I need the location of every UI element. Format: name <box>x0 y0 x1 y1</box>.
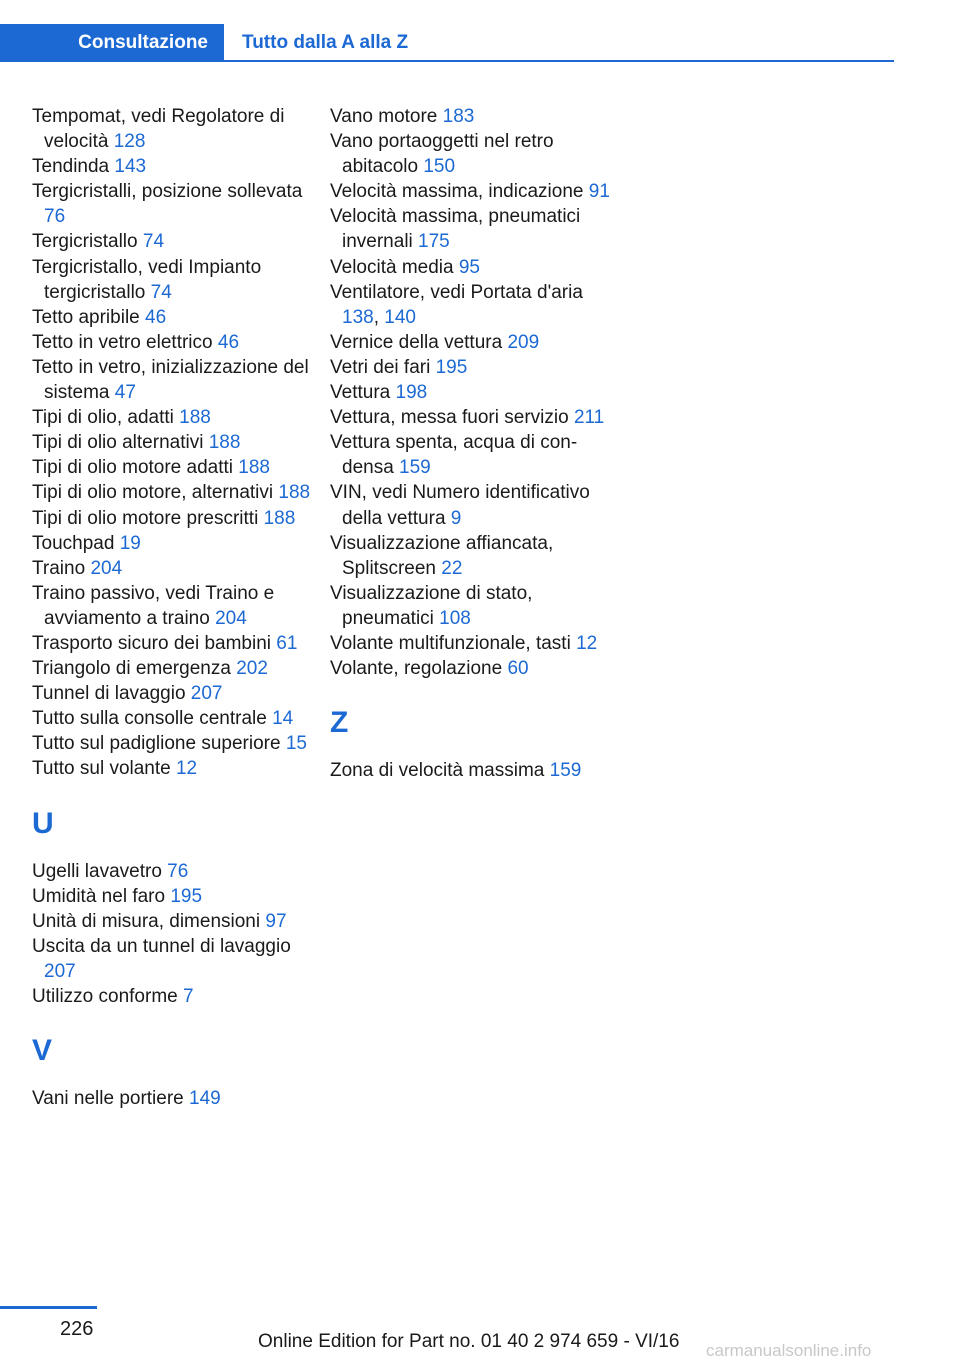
index-entry <box>330 104 610 129</box>
index-entry <box>32 531 312 556</box>
page-reference-link[interactable]: 204 <box>90 557 123 579</box>
index-entry <box>330 179 610 204</box>
page-reference-link[interactable]: 207 <box>44 960 76 982</box>
page-reference-link[interactable]: 195 <box>170 885 203 907</box>
index-entry <box>32 631 312 656</box>
page-reference-link[interactable]: 74 <box>150 281 172 303</box>
index-entry <box>32 984 312 1009</box>
index-entry-term: Triangolo di emergenza <box>32 658 237 680</box>
index-entry <box>330 330 610 355</box>
index-column-right <box>330 104 610 783</box>
page-number: 226 <box>60 1318 94 1340</box>
index-letter-heading: V <box>32 1034 53 1068</box>
index-entry-term: Volante, regolazione <box>330 658 508 680</box>
page-reference-link[interactable]: 47 <box>114 382 136 404</box>
index-entry <box>32 731 312 756</box>
index-entry <box>32 229 312 254</box>
header-rule <box>224 60 894 62</box>
index-entry <box>32 430 312 455</box>
index-entry <box>330 631 610 656</box>
page-reference-link[interactable]: 108 <box>439 607 471 629</box>
page-reference-link[interactable]: 204 <box>215 607 247 629</box>
index-entry-term: Vano portaoggetti nel retro abitacolo <box>330 131 554 178</box>
index-entry: Ventilatore, vedi Portata d'aria 138, 140 <box>330 281 583 328</box>
page-reference-link[interactable]: 91 <box>588 181 610 203</box>
index-entry-term: Traino <box>32 557 91 579</box>
index-entry-term: Touchpad <box>32 532 120 554</box>
index-entry-term: Visualizzazione affiancata, Splitscreen <box>330 532 554 579</box>
page-reference-link[interactable]: 128 <box>113 131 146 153</box>
page-reference-link[interactable]: 183 <box>442 106 475 127</box>
index-entry <box>32 884 312 909</box>
index-entry-term: Visualizzazione di stato, pneumatici <box>330 582 533 629</box>
page-reference-link[interactable]: 188 <box>208 432 241 454</box>
index-entry <box>32 556 312 581</box>
page-reference-link[interactable]: 195 <box>435 356 468 378</box>
page-reference-link[interactable]: 188 <box>263 507 296 529</box>
index-entry-term: Umidità nel faro <box>32 885 171 907</box>
index-entry <box>32 405 312 430</box>
index-entry <box>32 1086 312 1111</box>
page-reference-link[interactable]: 209 <box>507 331 540 353</box>
page-reference-link[interactable]: 143 <box>114 156 147 178</box>
index-entry-term: Vettura, messa fuori servizio <box>330 407 574 429</box>
page-reference-link[interactable]: 159 <box>399 457 431 479</box>
page-reference-link[interactable]: 9 <box>450 507 462 529</box>
index-entry-term: Tergicristalli, posizione sollevata <box>32 181 303 203</box>
watermark: carmanualsonline.info <box>706 1341 872 1360</box>
page-reference-link[interactable]: 202 <box>236 658 268 680</box>
index-entry <box>330 129 610 179</box>
index-entry <box>32 506 312 531</box>
index-entry <box>330 204 610 254</box>
index-letter-heading: U <box>32 806 54 840</box>
index-entry <box>32 706 312 731</box>
index-entry-term: Tipi di olio motore prescritti <box>32 507 264 529</box>
page-reference-link[interactable]: 140 <box>384 306 416 328</box>
page-reference-link[interactable]: 207 <box>190 683 223 705</box>
index-entry-term: Tetto in vetro elettrico <box>32 331 218 353</box>
page-reference-link[interactable]: 60 <box>507 658 529 680</box>
index-entry <box>330 531 610 581</box>
section-title: Tutto dalla A alla Z <box>242 32 409 53</box>
index-entry-term: Vano motore <box>330 106 443 127</box>
page-reference-link[interactable]: 188 <box>179 407 211 429</box>
index-entry-term: VIN, vedi Numero identificativo della vettura <box>330 482 590 529</box>
page-reference-link[interactable]: 12 <box>576 632 598 654</box>
footer-rule <box>0 1306 97 1309</box>
index-entry <box>32 179 312 229</box>
index-entry <box>330 430 610 480</box>
index-entry-term: Vani nelle portiere <box>32 1088 190 1110</box>
page-reference-link[interactable]: 15 <box>285 733 307 755</box>
index-entry-term: Tetto apribile <box>32 306 146 328</box>
page-reference-link[interactable]: 76 <box>44 206 66 228</box>
page-reference-link[interactable]: 150 <box>423 156 456 178</box>
page-reference-link[interactable]: 7 <box>183 986 194 1007</box>
index-entry <box>32 255 312 305</box>
index-entry-term: Vettura <box>330 382 396 404</box>
index-entry <box>32 681 312 706</box>
page-reference-link[interactable]: 19 <box>119 532 141 554</box>
index-entry <box>32 581 312 631</box>
index-entry-term: Tendinda <box>32 156 115 178</box>
page-reference-link[interactable]: 74 <box>142 231 165 253</box>
edition-note: Online Edition for Part no. 01 40 2 974 659 - VI/16 <box>258 1331 680 1352</box>
index-entry <box>330 656 610 681</box>
page-reference-link[interactable]: 138 <box>342 306 374 328</box>
index-entry-term: Tunnel di lavaggio <box>32 683 191 705</box>
page-reference-link[interactable]: 12 <box>175 758 198 780</box>
index-entry <box>32 355 312 405</box>
index-entry <box>330 581 610 631</box>
index-entry <box>32 330 312 355</box>
index-entry <box>32 756 312 781</box>
index-entry-term: Tipi di olio alternativi <box>32 432 209 454</box>
index-entry <box>32 480 312 505</box>
index-entry <box>32 934 312 984</box>
index-entry <box>32 909 312 934</box>
index-entry-term: Zona di velocità massima <box>330 760 550 782</box>
chapter-tab[interactable] <box>0 24 224 62</box>
index-entry-term: Uscita da un tunnel di lavaggio <box>32 935 291 957</box>
index-entry-term: Tutto sul padiglione superiore <box>32 733 286 755</box>
index-entry-term: Ugelli lavavetro <box>32 860 168 882</box>
index-entry-term: Tipi di olio motore, alternativi <box>32 482 279 504</box>
index-entry-term: Velocità media <box>330 256 459 278</box>
index-entry-term: Traino passivo, vedi Traino e avviamento a traino <box>32 582 275 629</box>
index-entry <box>32 455 312 480</box>
page-reference-link[interactable]: 61 <box>276 632 298 654</box>
index-entry-term: Trasporto sicuro dei bambini <box>32 632 277 654</box>
page-reference-link[interactable]: 46 <box>145 306 167 328</box>
page-reference-link[interactable]: 14 <box>272 708 294 730</box>
index-entry-term: Volante multifunzionale, tasti <box>330 632 577 654</box>
page-reference-link[interactable]: 149 <box>189 1088 221 1110</box>
index-entry <box>330 480 610 530</box>
index-entry-term: Vernice della vettura <box>330 331 508 353</box>
index-column-left <box>32 104 312 1111</box>
index-entry <box>32 154 312 179</box>
page-reference-link[interactable]: 97 <box>265 910 287 932</box>
index-entry-term: Vetri dei fari <box>330 356 436 378</box>
index-entry-term: Tergicristallo <box>32 231 143 253</box>
page-reference-link[interactable]: 22 <box>441 557 463 579</box>
index-entry <box>32 305 312 330</box>
index-entry-term: Tetto in vetro, inizializzazione del sistema <box>32 356 309 404</box>
index-entry-term: Tutto sul volante <box>32 758 176 780</box>
chapter-tab-label: Consultazione <box>78 32 208 53</box>
index-entry-term: Tipi di olio, adatti <box>32 407 180 429</box>
index-entry <box>330 405 610 430</box>
index-entry <box>330 758 610 783</box>
page-reference-link[interactable]: 211 <box>573 407 605 429</box>
index-entry <box>330 355 610 380</box>
index-entry-term: Unità di misura, dimensioni <box>32 910 266 932</box>
page-reference-link[interactable]: 46 <box>217 331 240 353</box>
page-reference-link[interactable]: 76 <box>167 860 189 882</box>
index-entry-term: Tempomat, vedi Regolatore di velocità <box>32 106 285 153</box>
index-entry-term: Tipi di olio motore adatti <box>32 457 239 479</box>
index-entry-term: Vettura spenta, acqua di condensa <box>330 432 578 479</box>
index-entry <box>32 104 312 154</box>
index-entry-term: Velocità massima, pneumatici invernali <box>330 206 581 253</box>
index-entry-term: Tergicristallo, vedi Impianto tergicristallo <box>32 256 262 303</box>
index-letter-heading: Z <box>330 706 349 740</box>
page-reference-link[interactable]: 188 <box>238 457 270 479</box>
index-entry <box>32 656 312 681</box>
index-entry-term: Velocità massima, indicazione <box>330 181 589 203</box>
index-entry <box>330 255 610 280</box>
index-entry <box>330 380 610 405</box>
page-reference-link[interactable]: 159 <box>549 760 582 782</box>
index-entry-term: Tutto sulla consolle centrale <box>32 708 273 730</box>
page-reference-link[interactable]: 175 <box>418 231 450 253</box>
index-entry-term: Ventilatore, vedi Portata d'aria <box>330 281 583 303</box>
index-entry <box>32 859 312 884</box>
index-entry-term: Utilizzo conforme <box>32 986 183 1007</box>
page-reference-link[interactable]: 95 <box>458 256 480 278</box>
page-reference-link[interactable]: 198 <box>395 382 428 404</box>
page-reference-link[interactable]: 188 <box>278 482 311 504</box>
